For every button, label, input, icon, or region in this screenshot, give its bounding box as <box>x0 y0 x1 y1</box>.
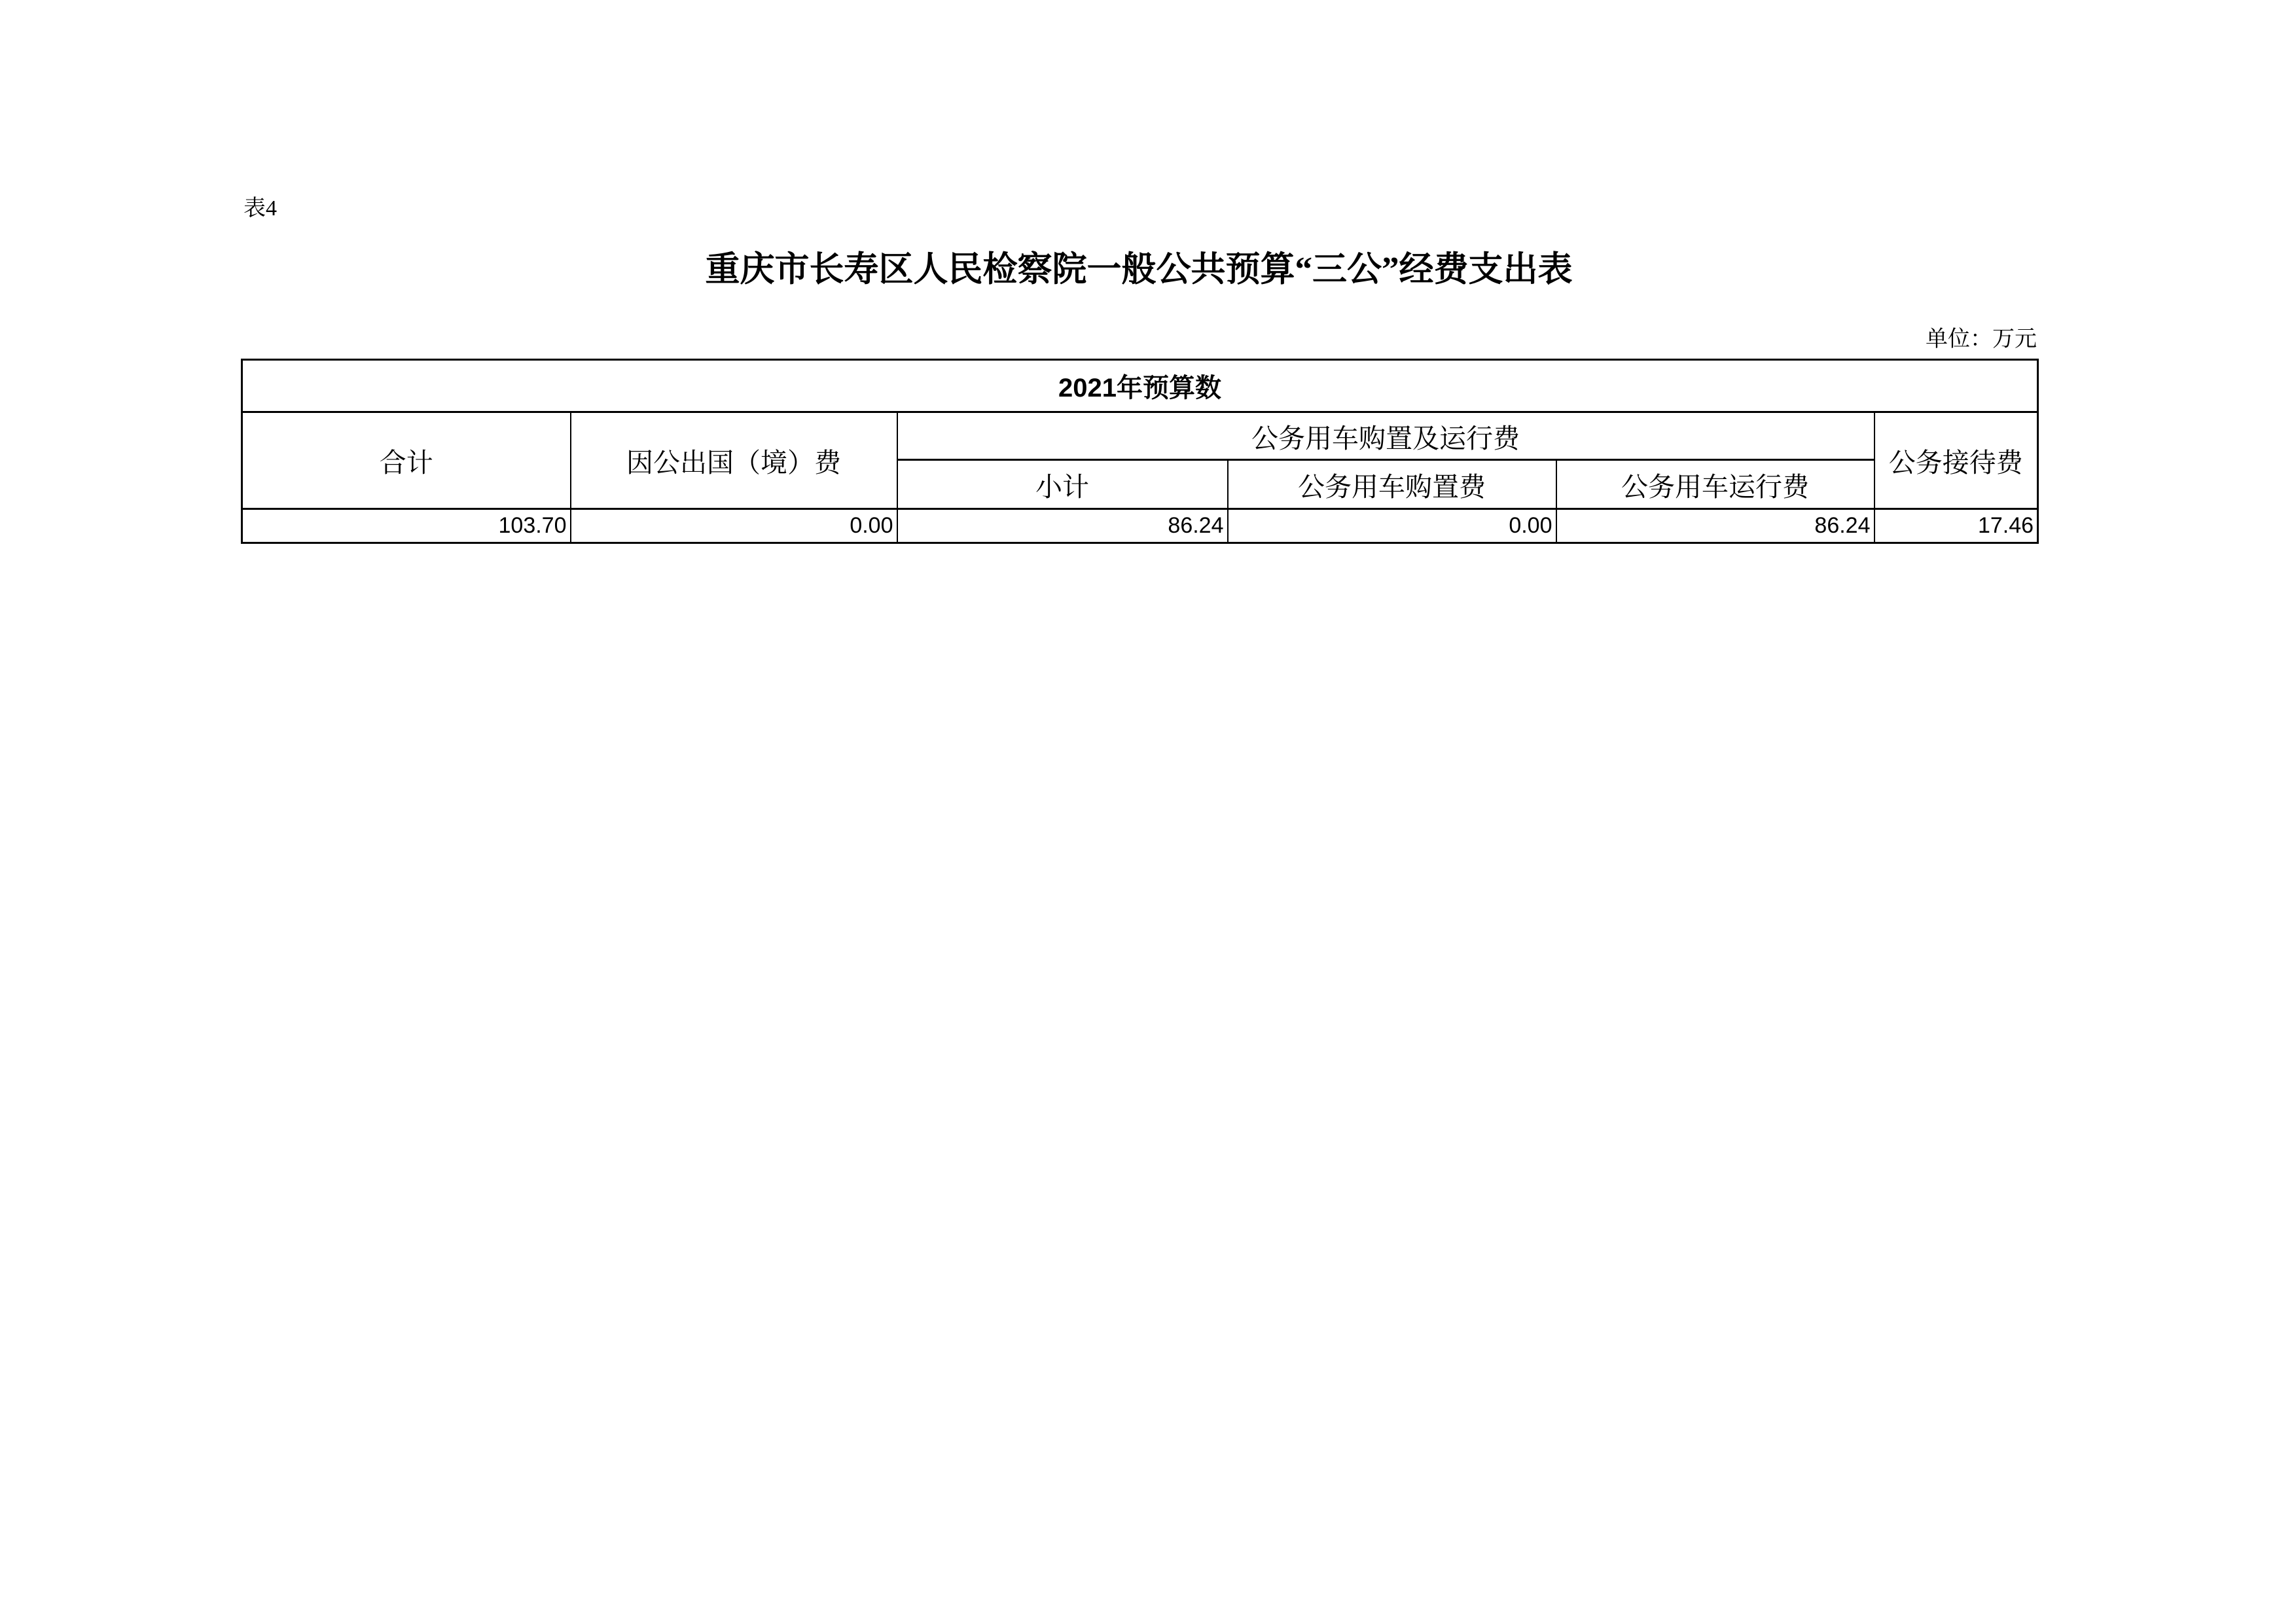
col-header-abroad: 因公出国（境）费 <box>571 412 897 509</box>
col-header-total: 合计 <box>242 412 571 509</box>
unit-note: 单位：万元 <box>1926 327 2037 351</box>
budget-table <box>241 359 2039 544</box>
data-row <box>242 509 2038 543</box>
value-vehicle-operation: 86.24 <box>1556 509 1874 543</box>
sheet-label: 表4 <box>243 196 277 221</box>
value-total: 103.70 <box>242 509 571 543</box>
year-header-row <box>242 360 2038 412</box>
col-header-vehicle-purchase: 公务用车购置费 <box>1228 460 1556 509</box>
col-header-vehicle-subtotal: 小计 <box>897 460 1228 509</box>
value-vehicle-purchase: 0.00 <box>1228 509 1556 543</box>
page-title: 重庆市长寿区人民检察院一般公共预算“三公”经费支出表 <box>705 251 1573 289</box>
value-abroad: 0.00 <box>571 509 897 543</box>
col-header-reception: 公务接待费 <box>1874 412 2038 509</box>
col-header-vehicle-operation: 公务用车运行费 <box>1556 460 1874 509</box>
year-header-cell: 2021年预算数 <box>242 360 2038 412</box>
col-header-vehicle-group: 公务用车购置及运行费 <box>897 412 1874 460</box>
header-row-1 <box>242 412 2038 460</box>
value-reception: 17.46 <box>1874 509 2038 543</box>
value-vehicle-subtotal: 86.24 <box>897 509 1228 543</box>
